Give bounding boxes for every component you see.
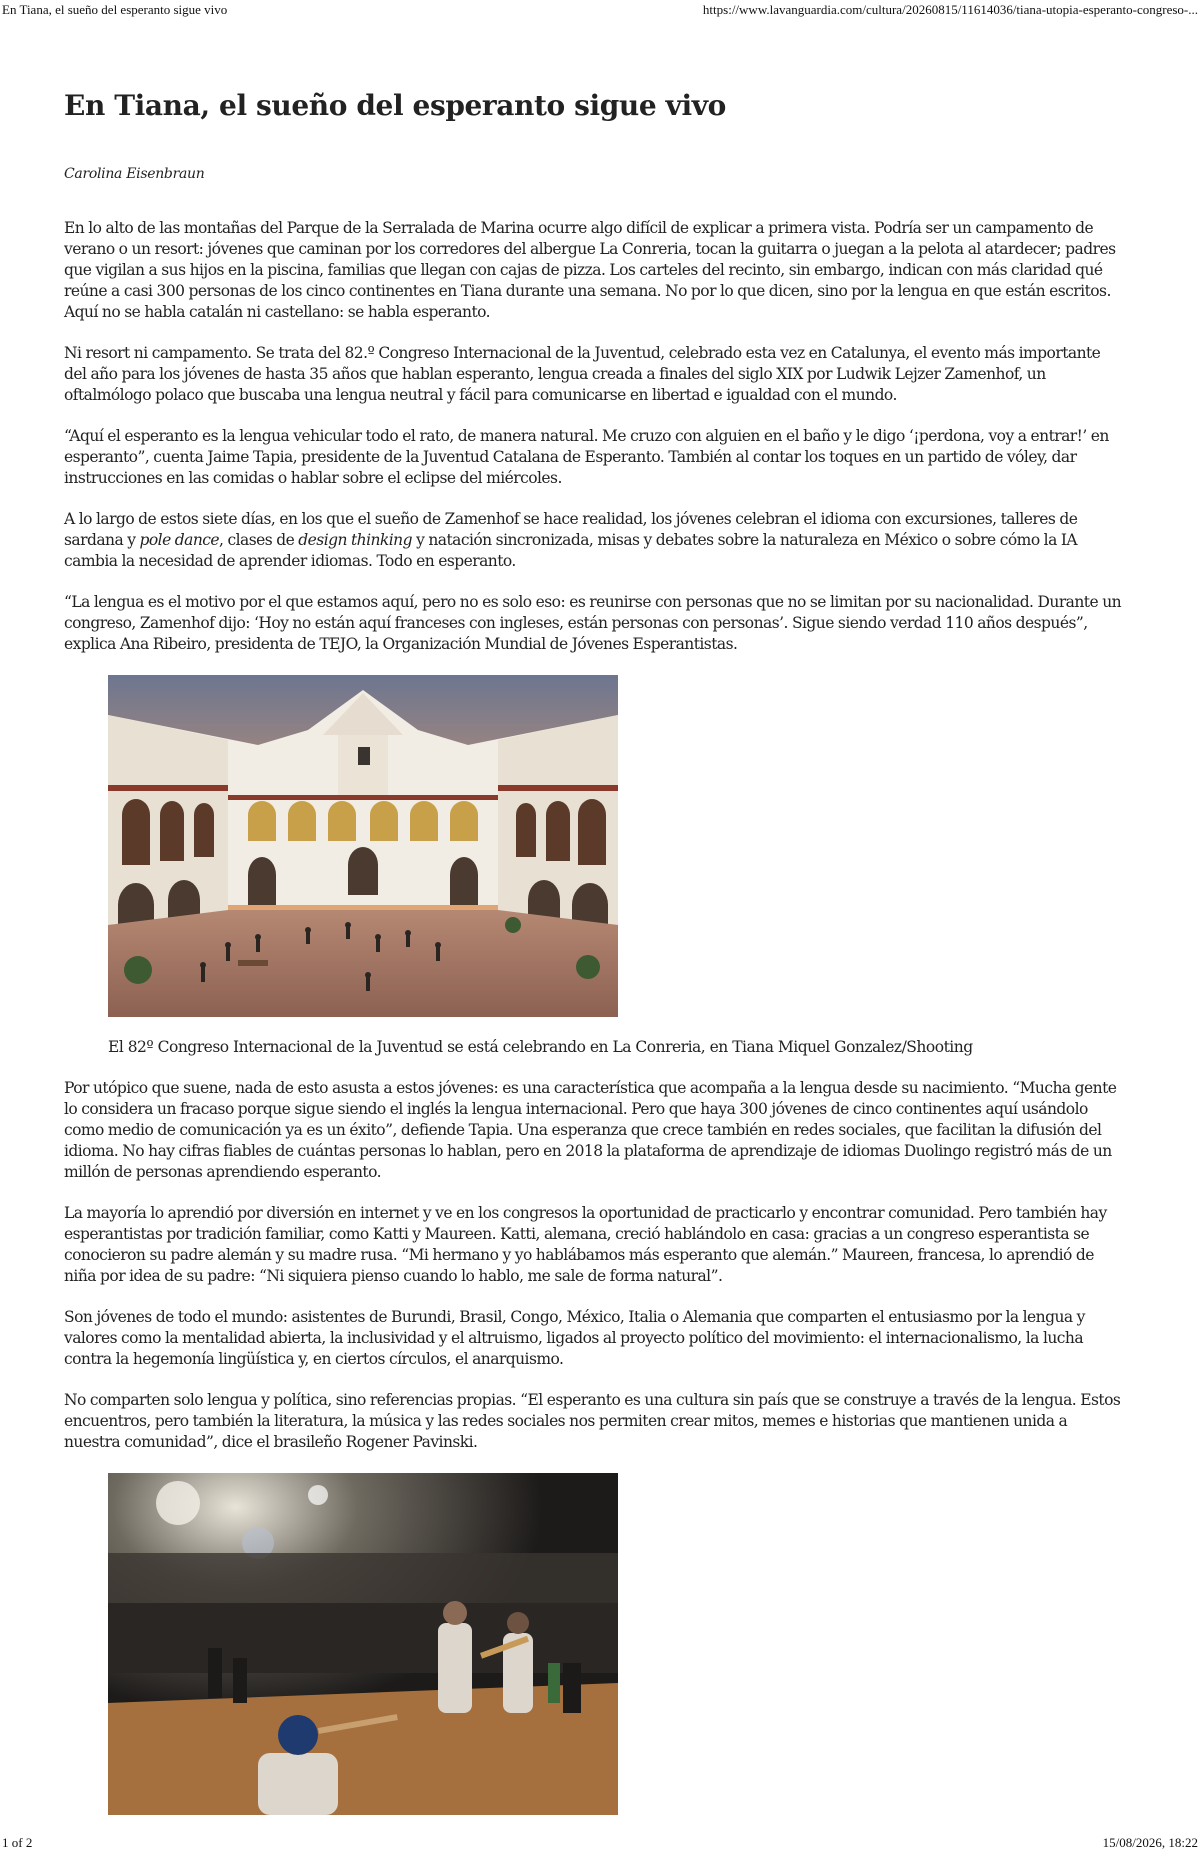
- paragraph: En lo alto de las montañas del Parque de la Serralada de Marina ocurre algo difícil de explicar a primera vista. Podría ser un campamento de verano o un resort: jóvenes que caminan por los corredores del albergue La Conreria, tocan la guitarra o juegan a la pelota al atardecer; padres que vigilan a sus hijos en la piscina, familias que llegan con cajas de pizza. Los carteles del recinto, sin embargo, indican con más claridad qué reúne a casi 300 personas de los cinco continentes en Tiana durante una semana. No por lo que dicen, sino por la lengua en que están escritos. Aquí no se habla catalán ni castellano: se habla esperanto.: [64, 219, 1116, 321]
- figure-courtyard: [64, 675, 1124, 1058]
- paragraph: No comparten solo lengua y política, sino referencias propias. “El esperanto es una cultura sin país que se construye a través de la lengua. Estos encuentros, pero también la literatura, la música y las redes sociales nos permiten crear mitos, memes e historias que mantienen unida a nuestra comunidad”, dice el brasileño Rogener Pavinski.: [64, 1391, 1121, 1451]
- courtyard-photo: [108, 675, 618, 1017]
- paragraph: La mayoría lo aprendió por diversión en internet y ve en los congresos la oportunidad de practicarlo y encontrar comunidad. Pero también hay esperantistas por tradición familiar, como Katti y Maureen. Katti, alemana, creció hablándolo en casa: gracias a un congreso esperantista se conocieron su padre alemán y su madre rusa. “Mi hermano y yo hablábamos más esperanto que alemán.” Maureen, francesa, lo aprendió de niña por idea de su padre: “Ni siquiera pienso cuando lo hablo, me sale de forma natural”.: [64, 1204, 1107, 1285]
- print-header: [0, 0, 1200, 20]
- paragraph: Ni resort ni campamento. Se trata del 82.º Congreso Internacional de la Juventud, celebrado esta vez en Catalunya, el evento más importante del año para los jóvenes de hasta 35 años que hablan esperanto, lengua creada a finales del siglo XIX por Ludwik Lejzer Zamenhof, un oftalmólogo polaco que buscaba una lengua neutral y fácil para comunicarse en libertad e igualdad con el mundo.: [64, 344, 1101, 404]
- print-header-title: En Tiana, el sueño del esperanto sigue vivo: [2, 2, 228, 17]
- article-body: [64, 218, 1124, 1815]
- paragraph: [64, 509, 1124, 572]
- emphasis-text: design thinking: [298, 531, 412, 549]
- print-footer: [0, 1833, 1200, 1853]
- print-header-url: https://www.lavanguardia.com/cultura/20260815/11614036/tiana-utopia-esperanto-congreso-...: [702, 2, 1198, 17]
- page-count: 1 of 2: [2, 1835, 33, 1850]
- concert-photo: [108, 1473, 618, 1815]
- paragraph-text: , clases de: [219, 531, 299, 549]
- article: [64, 88, 1124, 1835]
- paragraph-text: y natación sincronizada, misas y debates sobre la naturaleza en México o sobre cómo la IA cambia la necesidad de aprender idiomas. Todo en esperanto.: [64, 531, 1078, 570]
- figure-caption: El 82º Congreso Internacional de la Juventud se está celebrando en La Conreria, en Tiana Miquel Gonzalez/Shooting: [108, 1038, 973, 1056]
- article-title: En Tiana, el sueño del esperanto sigue vivo: [64, 89, 726, 122]
- article-author: Carolina Eisenbraun: [64, 166, 205, 182]
- paragraph: “Aquí el esperanto es la lengua vehicular todo el rato, de manera natural. Me cruzo con alguien en el baño y le digo ‘¡perdona, voy a entrar!’ en esperanto”, cuenta Jaime Tapia, presidente de la Juventud Catalana de Esperanto. También al contar los toques en un partido de vóley, dar instrucciones en las comidas o hablar sobre el eclipse del miércoles.: [64, 427, 1109, 487]
- paragraph: “La lengua es el motivo por el que estamos aquí, pero no es solo eso: es reunirse con personas que no se limitan por su nacionalidad. Durante un congreso, Zamenhof dijo: ‘Hoy no están aquí franceses con ingleses, están personas con personas’. Sigue siendo verdad 110 años después”, explica Ana Ribeiro, presidenta de TEJO, la Organización Mundial de Jóvenes Esperantistas.: [64, 593, 1122, 653]
- paragraph-text: A lo largo de estos siete días, en los que el sueño de Zamenhof se hace realidad, los jóvenes celebran el idioma con excursiones, talleres de sardana y: [64, 510, 1078, 549]
- courtyard-photo-image: [108, 675, 618, 1017]
- concert-photo-image: [108, 1473, 618, 1815]
- figure-concert: [64, 1473, 1124, 1815]
- paragraph: Por utópico que suene, nada de esto asusta a estos jóvenes: es una característica que acompaña a la lengua desde su nacimiento. “Mucha gente lo considera un fracaso porque sigue siendo el inglés la lengua internacional. Pero que haya 300 jóvenes de cinco continentes aquí usándolo como medio de comunicación ya es un éxito”, defiende Tapia. Una esperanza que crece también en redes sociales, que facilitan la difusión del idioma. No hay cifras fiables de cuántas personas lo hablan, pero en 2018 la plataforma de aprendizaje de idiomas Duolingo registró más de un millón de personas aprendiendo esperanto.: [64, 1079, 1117, 1181]
- paragraph: Son jóvenes de todo el mundo: asistentes de Burundi, Brasil, Congo, México, Italia o Alemania que comparten el entusiasmo por la lengua y valores como la mentalidad abierta, la inclusividad y el altruismo, ligados al proyecto político del movimiento: el internacionalismo, la lucha contra la hegemonía lingüística y, en ciertos círculos, el anarquismo.: [64, 1308, 1085, 1368]
- print-datetime: 15/08/2026, 18:22: [1102, 1835, 1198, 1850]
- emphasis-text: pole dance: [139, 531, 220, 549]
